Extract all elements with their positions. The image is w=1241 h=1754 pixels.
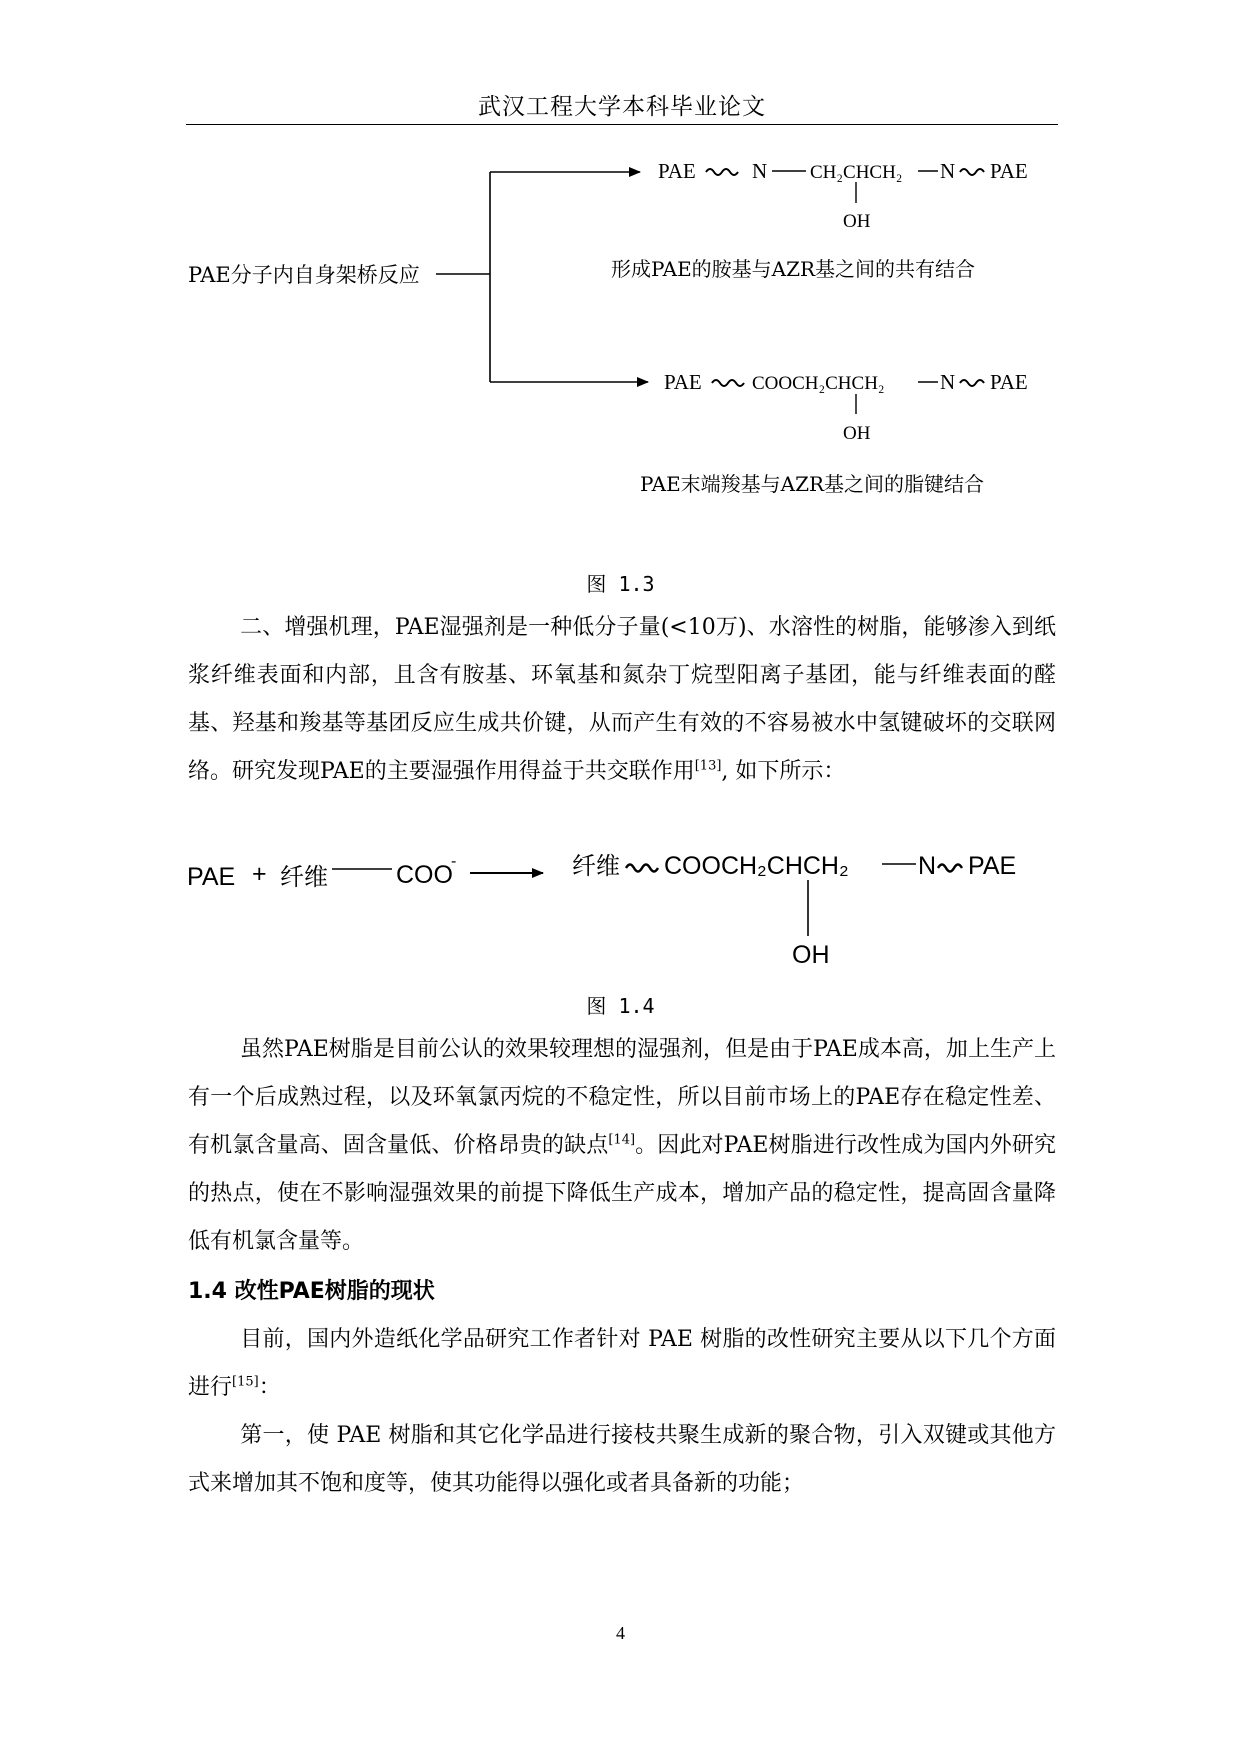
top-chain: CH₂CHCH₂ [810,162,903,183]
f14-coo: COO [396,861,453,889]
wavy-bond [938,865,962,872]
wavy-bond [626,865,658,872]
figure14-caption: 图 1.4 [586,994,655,1018]
citation-14: [14] [608,1132,636,1148]
paragraph-mechanism [188,604,1056,796]
paragraph2-tail: 。因此对PAE树脂进行改性成为国内外研究的热点，使在不影响湿强效果的前提下降低生产成本，增加产品的稳定性，提高固含量降低有机氯含量等。 [188,1133,1056,1254]
bottom-pae-left: PAE [664,370,702,394]
figure13-caption: 图 1.3 [586,572,655,596]
paragraph2-text: 虽然PAE树脂是目前公认的效果较理想的湿强剂，但是由于PAE成本高，加上生产上有一个后成熟过程，以及环氧氯丙烷的不稳定性，所以目前市场上的PAE存在稳定性差、有机氯含量高、固含量低、价格昂贵的缺点 [188,1037,1056,1158]
paragraph-first-method [188,1412,1056,1508]
page-number: 4 [616,1623,625,1643]
bottom-pae-right: PAE [990,370,1028,394]
figure13-bottom-caption: PAE末端羧基与AZR基之间的脂键结合 [640,472,985,496]
bottom-oh: OH [843,423,871,444]
paragraph3-tail: ： [258,1375,281,1400]
f14-plus: + [252,860,267,888]
f14-oh: OH [792,941,830,969]
bottom-n: N [940,370,956,394]
page-header-title: 武汉工程大学本科毕业论文 [478,94,766,120]
top-n2: N [940,159,956,183]
wavy-bond [706,169,738,175]
paragraph4-text: 第一，使 PAE 树脂和其它化学品进行接枝共聚生成新的聚合物，引入双键或其他方式来增加其不饱和度等，使其功能得以强化或者具备新的功能； [188,1423,1056,1496]
paragraph-research-directions [188,1316,1056,1412]
figure13-bottom-formula [664,370,1028,444]
wavy-bond [712,380,744,386]
f14-pae: PAE [187,863,236,891]
bottom-chain: COOCH₂CHCH₂ [752,373,885,394]
paragraph1-tail: , 如下所示： [721,759,846,784]
f14-fiber: 纤维 [280,863,328,891]
f14-product-chain: COOCH₂CHCH₂ [664,852,849,880]
figure13-top-caption: 形成PAE的胺基与AZR基之间的共有结合 [611,257,976,281]
wavy-bond [960,169,984,175]
f14-product-fiber: 纤维 [572,852,620,880]
wavy-bond [960,380,984,386]
f14-product-pae: PAE [968,852,1017,880]
top-pae-right: PAE [990,159,1028,183]
paragraph1-text: 二、增强机理，PAE湿强剂是一种低分子量(<10万)、水溶性的树脂，能够渗入到纸浆纤维表面和内部，且含有胺基、环氧基和氮杂丁烷型阳离子基团，能与纤维表面的醛基、羟基和羧基等基团反应生成共价键，从而产生有效的不容易被水中氢键破坏的交联网络。研究发现PAE的主要湿强作用得益于共交联作用 [188,615,1056,784]
f14-product-n: N [918,852,937,880]
top-pae-left: PAE [658,159,696,183]
f14-coo-charge: - [451,853,457,870]
citation-13: [13] [694,758,722,774]
figure13-left-label: PAE分子内自身架桥反应 [188,263,420,287]
paragraph3-text: 目前，国内外造纸化学品研究工作者针对 PAE 树脂的改性研究主要从以下几个方面进行 [188,1327,1056,1400]
figure13-top-formula [658,159,1028,232]
citation-15: [15] [232,1374,259,1390]
figure14-reaction [187,852,1016,969]
top-n1: N [752,159,768,183]
top-oh: OH [843,211,871,232]
paragraph-drawbacks [188,1026,1056,1266]
section-heading: 1.4 改性PAE树脂的现状 [188,1279,435,1304]
